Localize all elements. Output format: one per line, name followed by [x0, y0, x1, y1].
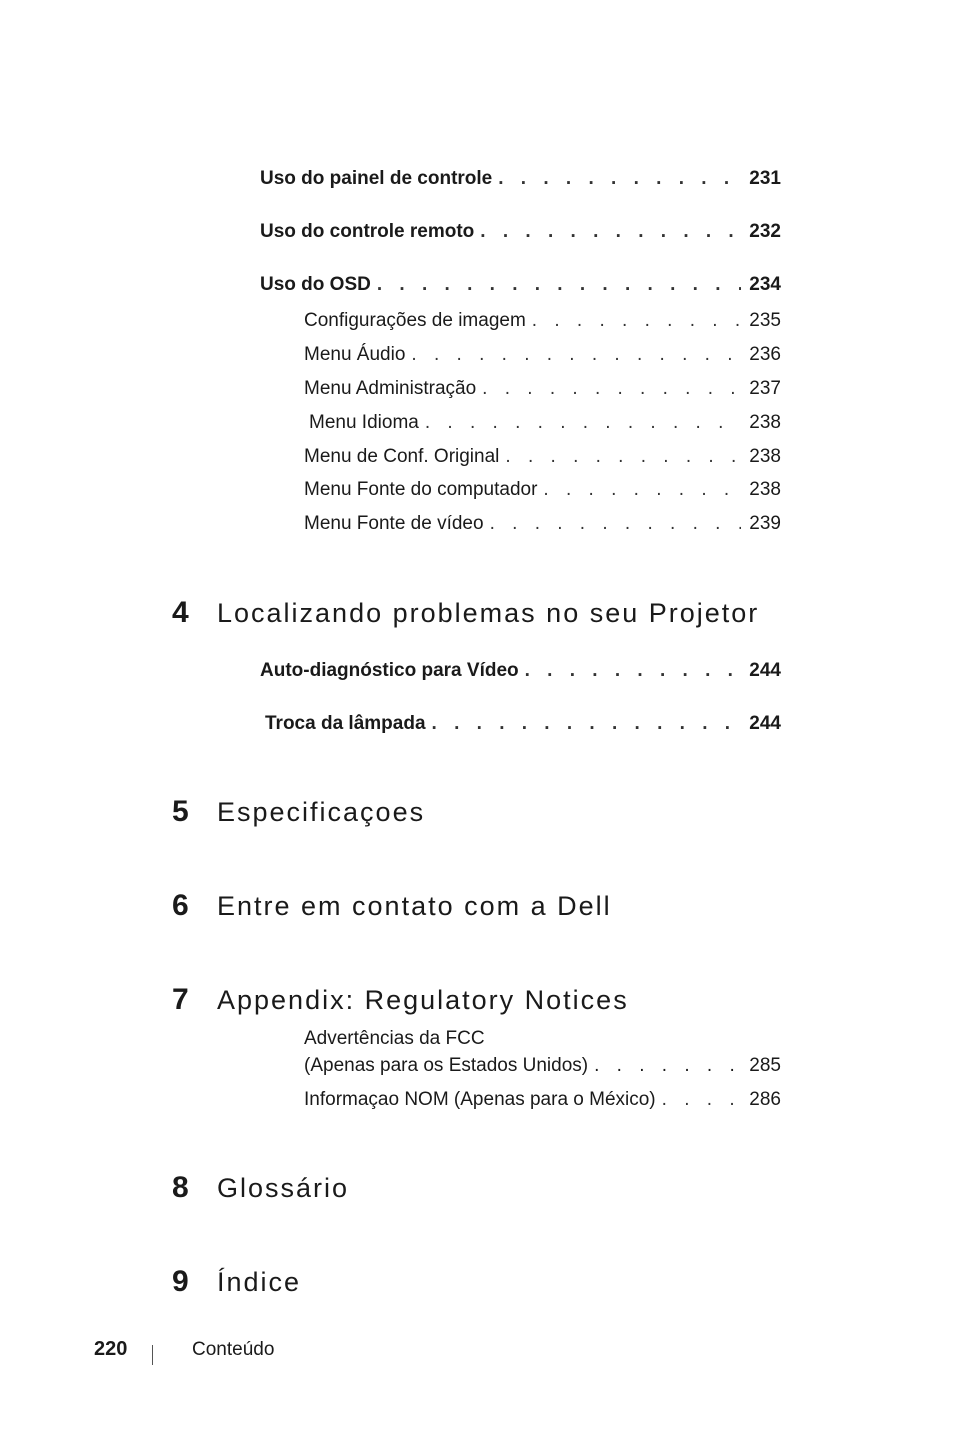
dot-leader: [498, 168, 741, 190]
toc-entry-video-self-diagnostic[interactable]: [260, 660, 781, 688]
toc-subentry-nom-information[interactable]: [304, 1089, 781, 1117]
toc-entry-page: 234: [749, 274, 781, 295]
chapter-title: Glossário: [217, 1173, 350, 1203]
toc-entry-title: Informaçao NOM (Apenas para o México): [304, 1089, 656, 1110]
dot-leader: [480, 221, 741, 243]
dot-leader: [490, 513, 742, 535]
toc-subentry-video-source-menu[interactable]: [304, 513, 781, 541]
chapter-number: 4: [172, 596, 189, 629]
toc-entry-title: Menu de Conf. Original: [304, 446, 500, 467]
chapter-heading-6[interactable]: [172, 889, 612, 923]
chapter-heading-4[interactable]: [172, 596, 759, 630]
toc-entry-title: Auto-diagnóstico para Vídeo: [260, 660, 519, 681]
running-footer-title: Conteúdo: [192, 1339, 275, 1360]
dot-leader: [425, 412, 741, 434]
chapter-number: 9: [172, 1265, 189, 1298]
toc-entry-osd[interactable]: [260, 274, 781, 302]
toc-subentry-admin-menu[interactable]: [304, 378, 781, 406]
chapter-title: Localizando problemas no seu Projetor: [217, 598, 760, 628]
toc-entry-title: Uso do painel de controle: [260, 168, 493, 189]
toc-entry-page: 238: [749, 446, 781, 467]
toc-subentry-factory-reset-menu[interactable]: [304, 446, 781, 474]
toc-entry-title: Menu Fonte do computador: [304, 479, 538, 500]
toc-entry-title: Menu Fonte de vídeo: [304, 513, 484, 534]
chapter-number: 8: [172, 1171, 189, 1204]
dot-leader: [505, 446, 741, 468]
toc-entry-title: Menu Áudio: [304, 344, 406, 365]
chapter-number: 7: [172, 983, 189, 1016]
dot-leader: [594, 1055, 741, 1077]
dot-leader: [432, 713, 742, 735]
chapter-heading-7[interactable]: [172, 983, 629, 1017]
dot-leader: [377, 274, 741, 296]
toc-entry-control-panel[interactable]: [260, 168, 781, 196]
chapter-title: Appendix: Regulatory Notices: [217, 985, 629, 1015]
toc-subentry-audio-menu[interactable]: [304, 344, 781, 372]
toc-subentry-fcc-notices[interactable]: [304, 1028, 781, 1077]
chapter-title: Índice: [217, 1267, 302, 1297]
dot-leader: [532, 310, 742, 332]
toc-entry-page: 237: [749, 378, 781, 399]
footer-divider: [152, 1345, 153, 1365]
chapter-heading-8[interactable]: [172, 1171, 349, 1205]
dot-leader: [662, 1089, 742, 1111]
toc-entry-page: 239: [749, 513, 781, 534]
chapter-number: 6: [172, 889, 189, 922]
toc-entry-page: 244: [749, 713, 781, 734]
page-number: 220: [94, 1338, 128, 1360]
toc-entry-page: 238: [749, 479, 781, 500]
toc-entry-title-line1: Advertências da FCC: [304, 1028, 485, 1049]
toc-entry-title: Troca da lâmpada: [265, 713, 426, 734]
toc-entry-page: 236: [749, 344, 781, 365]
toc-entry-remote-control[interactable]: [260, 221, 781, 249]
dot-leader: [482, 378, 741, 400]
toc-entry-page: 238: [749, 412, 781, 433]
toc-entry-title: Uso do OSD: [260, 274, 371, 295]
chapter-number: 5: [172, 795, 189, 828]
toc-entry-title: Menu Administração: [304, 378, 477, 399]
chapter-heading-5[interactable]: [172, 795, 425, 829]
toc-entry-page: 235: [749, 310, 781, 331]
toc-entry-lamp-replacement[interactable]: [265, 713, 781, 741]
chapter-heading-9[interactable]: [172, 1265, 301, 1299]
chapter-title: Entre em contato com a Dell: [217, 891, 612, 921]
toc-subentry-language-menu[interactable]: [309, 412, 781, 440]
dot-leader: [525, 660, 742, 682]
toc-subentry-image-settings[interactable]: [304, 310, 781, 338]
chapter-title: Especificaçoes: [217, 797, 426, 827]
toc-entry-page: 286: [749, 1089, 781, 1110]
toc-entry-title: Configurações de imagem: [304, 310, 526, 331]
dot-leader: [411, 344, 741, 366]
toc-entry-title-line2: (Apenas para os Estados Unidos): [304, 1055, 589, 1076]
toc-entry-page: 244: [749, 660, 781, 681]
toc-entry-title: Menu Idioma: [309, 412, 419, 433]
toc-entry-title: Uso do controle remoto: [260, 221, 475, 242]
toc-entry-page: 232: [749, 221, 781, 242]
toc-entry-page: 231: [749, 168, 781, 189]
dot-leader: [543, 479, 741, 501]
toc-entry-page: 285: [749, 1055, 781, 1076]
toc-subentry-computer-source-menu[interactable]: [304, 479, 781, 507]
